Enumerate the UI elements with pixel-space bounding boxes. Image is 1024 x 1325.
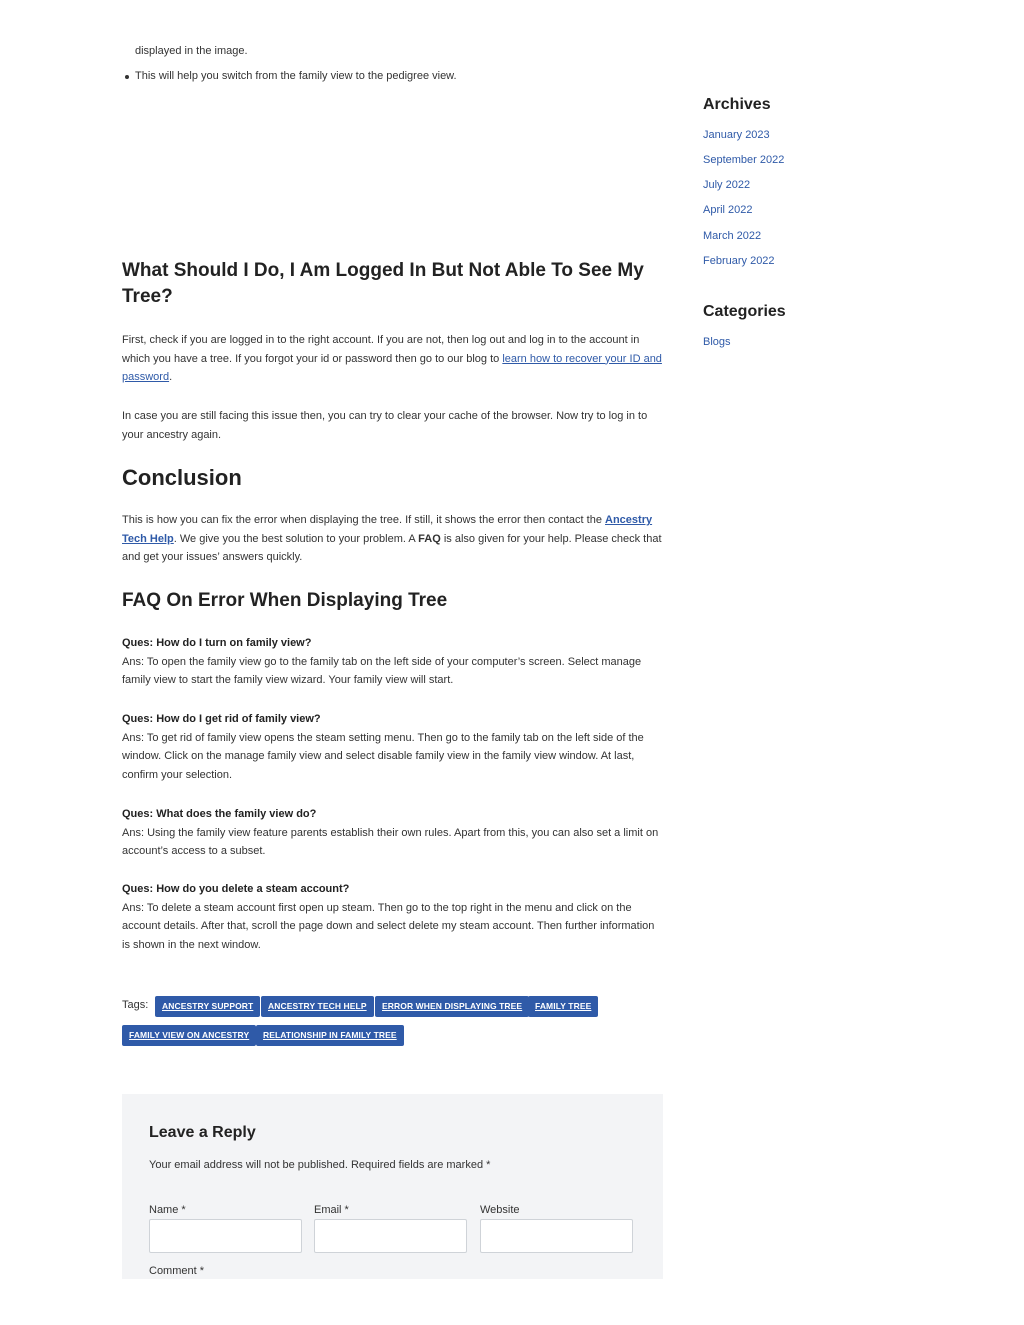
conclusion-heading: Conclusion xyxy=(122,465,242,490)
tag-family-view-on-ancestry[interactable]: FAMILY VIEW ON ANCESTRY xyxy=(122,1025,256,1046)
website-label: Website xyxy=(480,1204,520,1216)
archive-link[interactable]: July 2022 xyxy=(703,179,751,191)
tag-family-tree[interactable]: FAMILY TREE xyxy=(528,996,598,1017)
name-label: Name * xyxy=(149,1204,186,1216)
faq-question: Ques: How do I turn on family view? xyxy=(122,637,312,649)
faq-question: Ques: How do I get rid of family view? xyxy=(122,713,321,725)
tag-ancestry-tech-help[interactable]: ANCESTRY TECH HELP xyxy=(261,996,374,1017)
reply-note: Your email address will not be published. Required fields are marked * xyxy=(149,1159,491,1171)
faq-item xyxy=(122,634,663,690)
faq-answer: Ans: To open the family view go to the family tab on the left side of your computer’s screen. Select manage family view to start the family view wizard. Your family view will start. xyxy=(122,655,642,686)
archive-link[interactable]: April 2022 xyxy=(703,204,753,216)
faq-question: Ques: How do you delete a steam account? xyxy=(122,883,350,895)
archives-heading: Archives xyxy=(703,96,771,113)
tags-label: Tags: xyxy=(122,999,149,1011)
para1-text-b: . xyxy=(169,371,173,383)
faq-question: Ques: What does the family view do? xyxy=(122,808,317,820)
ancestry-tech-help-link[interactable]: Ancestry Tech Help xyxy=(122,514,653,545)
intro-line: displayed in the image. xyxy=(135,45,248,57)
faq-heading: FAQ On Error When Displaying Tree xyxy=(122,590,448,611)
para1-text-a: First, check if you are logged in to the right account. If you are not, then log out and log in to the account in which you have a tree. If you forgot your id or password then go to our blog to xyxy=(122,334,640,365)
archive-link[interactable]: February 2022 xyxy=(703,255,775,267)
website-field[interactable] xyxy=(480,1219,633,1253)
faq-item xyxy=(122,710,663,784)
tag-relationship-in-family-tree[interactable]: RELATIONSHIP IN FAMILY TREE xyxy=(256,1025,404,1046)
name-field[interactable] xyxy=(149,1219,302,1253)
comment-label: Comment * xyxy=(149,1265,205,1277)
faq-item xyxy=(122,805,663,861)
leave-reply-form xyxy=(122,1094,663,1279)
category-link-blogs[interactable]: Blogs xyxy=(703,336,731,348)
faq-bold-text: FAQ xyxy=(418,532,441,545)
conclusion-text-c: is also given for your help. Please check that and get your issues’ answers quickly. xyxy=(122,532,662,563)
conclusion-text-a: This is how you can fix the error when displaying the tree. If still, it shows the error then contact the xyxy=(122,514,606,526)
archive-link[interactable]: January 2023 xyxy=(703,129,770,141)
intro-bullet: This will help you switch from the family view to the pedigree view. xyxy=(135,70,457,82)
faq-answer: Ans: To delete a steam account first open up steam. Then go to the top right in the menu and click on the account details. After that, scroll the page down and select delete my steam account. Then further information is shown in the next window. xyxy=(122,901,655,951)
email-label: Email * xyxy=(314,1204,349,1216)
tag-error-when-displaying-tree[interactable]: ERROR WHEN DISPLAYING TREE xyxy=(375,996,529,1017)
tag-ancestry-support[interactable]: ANCESTRY SUPPORT xyxy=(155,996,260,1017)
recover-id-link[interactable]: learn how to recover your ID and password xyxy=(122,352,662,383)
archive-link[interactable]: September 2022 xyxy=(703,154,785,166)
faq-item xyxy=(122,880,663,954)
faq-answer: Ans: To get rid of family view opens the steam setting menu. Then go to the family tab on the left side of the window. Click on the manage family view and select disable family view in the family view window. At last, confirm your selection. xyxy=(122,731,644,781)
reply-title: Leave a Reply xyxy=(149,1124,256,1141)
archive-link[interactable]: March 2022 xyxy=(703,230,762,242)
conclusion-paragraph xyxy=(122,511,663,567)
conclusion-text-b: . We give you the best solution to your problem. A xyxy=(173,532,419,545)
email-field[interactable] xyxy=(314,1219,467,1253)
section-heading-logged-in: What Should I Do, I Am Logged In But Not Able To See My Tree? xyxy=(122,260,644,307)
faq-answer: Ans: Using the family view feature parents establish their own rules. Apart from this, you can also set a limit on account’s access to a subset. xyxy=(122,826,659,857)
section1-paragraph-1 xyxy=(122,331,663,387)
categories-heading: Categories xyxy=(703,303,786,320)
section1-paragraph-2: In case you are still facing this issue then, you can try to clear your cache of the browser. Now try to log in to your ancestry again. xyxy=(122,410,648,441)
